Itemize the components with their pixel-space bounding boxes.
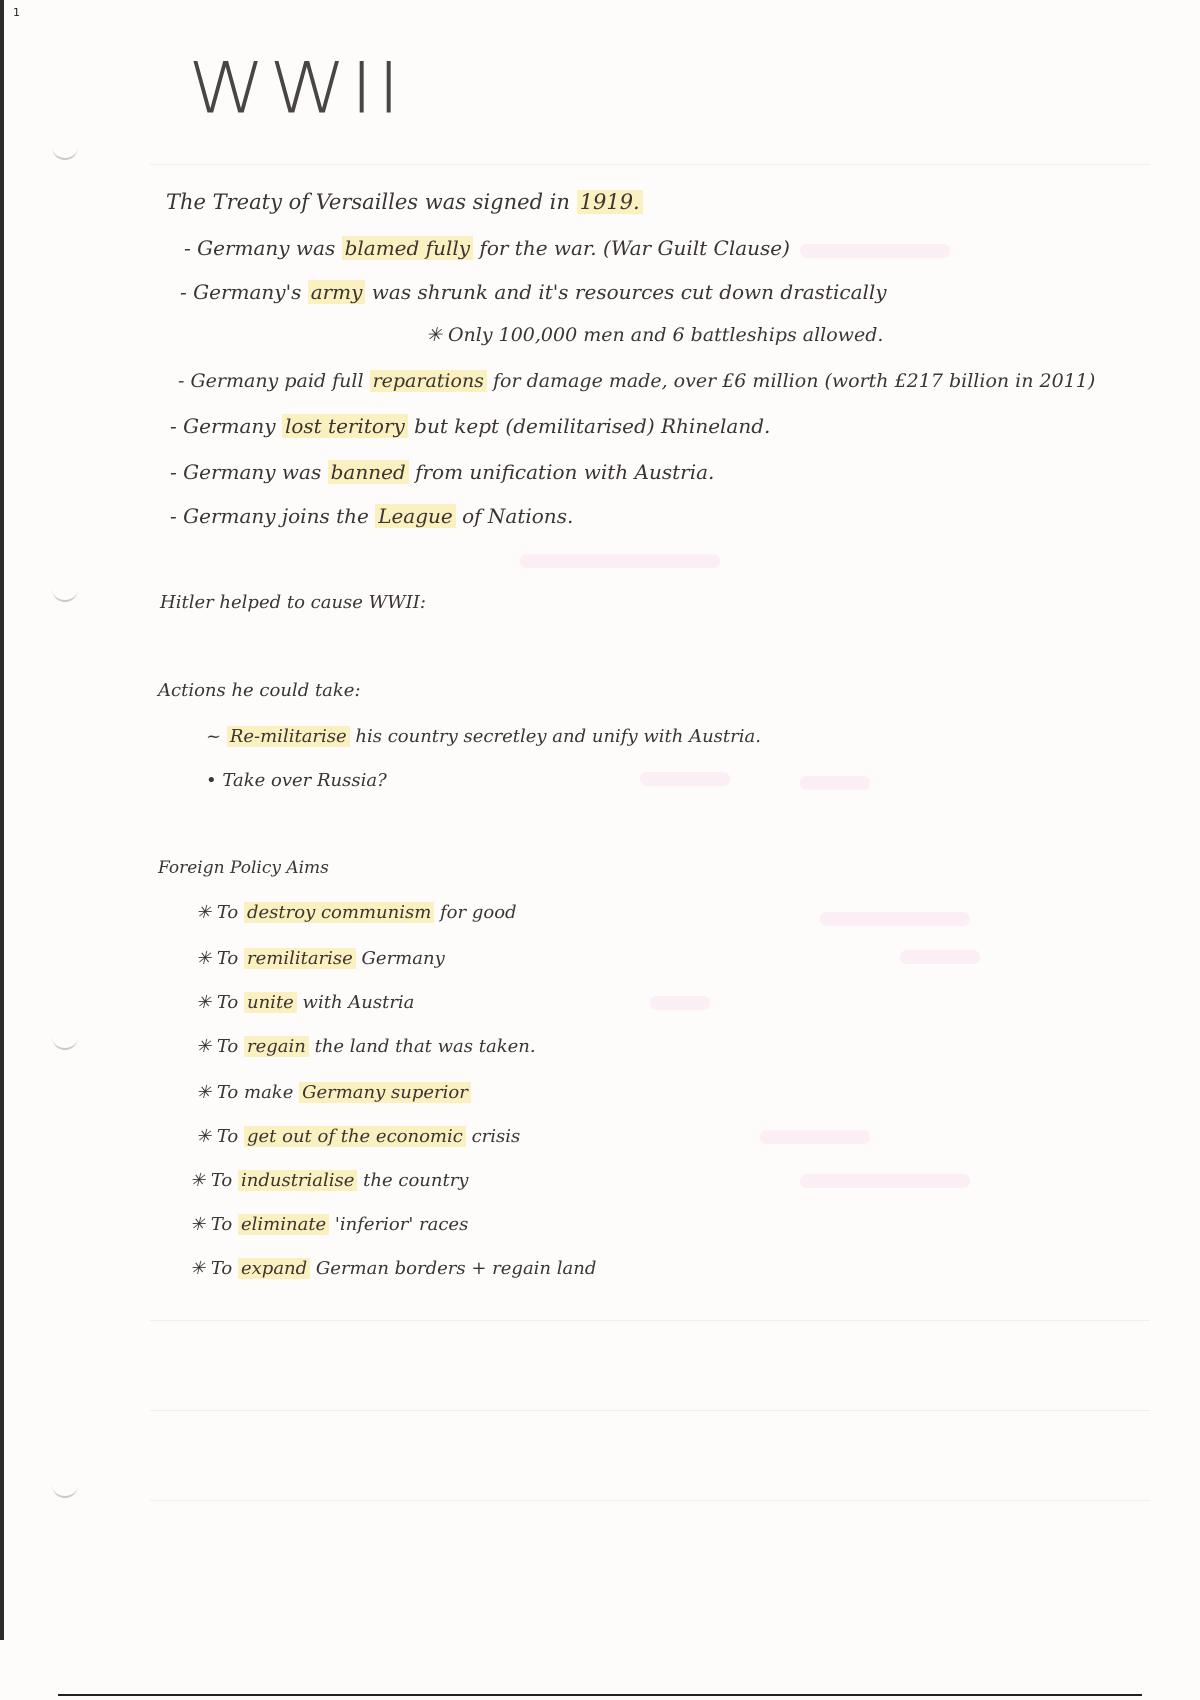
aim-item bbox=[190, 1258, 596, 1279]
point-highlight: lost teritory bbox=[282, 414, 408, 438]
bleed-through-mark bbox=[760, 1130, 870, 1144]
page-title: WWII bbox=[188, 48, 405, 130]
asterisk-bullet-icon: ✳ bbox=[196, 1036, 212, 1057]
action-highlight: Re-militarise bbox=[227, 726, 350, 747]
aim-highlight: eliminate bbox=[238, 1214, 329, 1235]
treaty-point bbox=[180, 280, 887, 304]
point-text: from unification with Austria. bbox=[408, 460, 715, 484]
point-text: of Nations. bbox=[455, 504, 574, 528]
aim-text: To bbox=[216, 948, 244, 969]
bullet-dash: - bbox=[170, 460, 177, 484]
ruled-line bbox=[150, 1320, 1150, 1321]
point-text: Germany paid full bbox=[190, 370, 370, 392]
actions-heading: Actions he could take: bbox=[158, 680, 361, 701]
bullet-dash: - bbox=[170, 414, 177, 438]
asterisk-bullet-icon: ✳ bbox=[190, 1258, 206, 1279]
bleed-through-mark bbox=[650, 996, 710, 1010]
asterisk-bullet-icon: ✳ bbox=[196, 902, 212, 923]
aim-text: To bbox=[210, 1214, 238, 1235]
aim-highlight: get out of the economic bbox=[244, 1126, 466, 1147]
aim-text: To bbox=[216, 992, 244, 1013]
page-number: 1 bbox=[13, 6, 20, 19]
point-highlight: League bbox=[375, 504, 456, 528]
aim-item bbox=[196, 992, 414, 1013]
ruled-line bbox=[150, 1410, 1150, 1411]
point-text: was shrunk and it's resources cut down drastically bbox=[365, 280, 887, 304]
treaty-year: 1919. bbox=[577, 190, 643, 214]
aim-text: with Austria bbox=[296, 992, 415, 1013]
aim-item bbox=[196, 1036, 536, 1057]
point-text: Germany's bbox=[193, 280, 308, 304]
aim-text: Germany bbox=[355, 948, 445, 969]
action-text: his country secretley and unify with Austria. bbox=[349, 726, 761, 747]
aim-item bbox=[196, 948, 445, 969]
binder-hole-mark bbox=[52, 582, 78, 602]
bullet-dash: - bbox=[184, 236, 191, 260]
aim-item bbox=[196, 1082, 471, 1103]
aim-item bbox=[196, 1126, 520, 1147]
asterisk-bullet-icon: ✳ bbox=[190, 1170, 206, 1191]
aim-text: To bbox=[216, 1126, 244, 1147]
asterisk-bullet-icon: ✳ bbox=[196, 948, 212, 969]
aim-text: German borders + regain land bbox=[310, 1258, 597, 1279]
treaty-subpoint bbox=[426, 324, 883, 346]
bleed-through-mark bbox=[900, 950, 980, 964]
treaty-point bbox=[170, 460, 714, 484]
point-highlight: army bbox=[308, 280, 366, 304]
aim-highlight: expand bbox=[238, 1258, 310, 1279]
point-text: Germany joins the bbox=[183, 504, 376, 528]
point-text: ✳ Only 100,000 men and 6 battleships allowed. bbox=[426, 324, 884, 346]
scan-bottom-edge bbox=[58, 1694, 1142, 1696]
point-text: but kept (demilitarised) Rhineland. bbox=[407, 414, 771, 438]
aims-heading: Foreign Policy Aims bbox=[158, 858, 329, 878]
action-text: Take over Russia? bbox=[222, 770, 387, 791]
asterisk-bullet-icon: ✳ bbox=[196, 1126, 212, 1147]
aim-text: To bbox=[216, 902, 244, 923]
point-highlight: blamed fully bbox=[342, 236, 473, 260]
action-item bbox=[206, 770, 387, 791]
aim-highlight: destroy communism bbox=[244, 902, 434, 923]
aim-text: To bbox=[210, 1170, 238, 1191]
bleed-through-mark bbox=[640, 772, 730, 786]
point-text: for damage made, over £6 million (worth £217 billion in 2011) bbox=[486, 370, 1096, 392]
treaty-heading-text: The Treaty of Versailles was signed in bbox=[166, 190, 577, 214]
aim-text: crisis bbox=[465, 1126, 521, 1147]
bleed-through-mark bbox=[520, 554, 720, 568]
aim-highlight: regain bbox=[244, 1036, 309, 1057]
treaty-point bbox=[184, 236, 790, 260]
asterisk-bullet-icon: ✳ bbox=[196, 992, 212, 1013]
aim-item bbox=[190, 1170, 468, 1191]
bleed-through-mark bbox=[800, 1174, 970, 1188]
bleed-through-mark bbox=[820, 912, 970, 926]
bleed-through-mark bbox=[800, 776, 870, 790]
aim-highlight: industrialise bbox=[238, 1170, 357, 1191]
ruled-line bbox=[150, 164, 1150, 165]
aim-highlight: Germany superior bbox=[299, 1082, 471, 1103]
point-text: for the war. (War Guilt Clause) bbox=[473, 236, 790, 260]
bleed-through-mark bbox=[800, 244, 950, 258]
aim-highlight: remilitarise bbox=[244, 948, 356, 969]
binder-hole-mark bbox=[52, 140, 78, 160]
binder-hole-mark bbox=[52, 1030, 78, 1050]
point-text: Germany was bbox=[197, 236, 342, 260]
point-text: Germany was bbox=[183, 460, 328, 484]
aim-text: To make bbox=[216, 1082, 300, 1103]
bullet-dot: • bbox=[206, 770, 217, 791]
aim-text: To bbox=[210, 1258, 238, 1279]
aim-highlight: unite bbox=[244, 992, 297, 1013]
ruled-line bbox=[150, 1500, 1150, 1501]
point-highlight: reparations bbox=[370, 370, 487, 392]
action-item bbox=[206, 726, 761, 747]
hitler-line: Hitler helped to cause WWII: bbox=[160, 592, 426, 613]
treaty-point bbox=[170, 414, 770, 438]
treaty-point bbox=[178, 370, 1095, 392]
aim-item bbox=[196, 902, 517, 923]
aim-text: the land that was taken. bbox=[308, 1036, 536, 1057]
aim-item bbox=[190, 1214, 468, 1235]
bullet-dash: - bbox=[178, 370, 185, 392]
treaty-heading bbox=[166, 190, 643, 214]
bullet-dash: - bbox=[170, 504, 177, 528]
bullet-tilde: ~ bbox=[206, 726, 222, 747]
aim-text: the country bbox=[357, 1170, 469, 1191]
aim-text: for good bbox=[434, 902, 517, 923]
asterisk-bullet-icon: ✳ bbox=[196, 1082, 212, 1103]
treaty-point bbox=[170, 504, 573, 528]
aim-text: To bbox=[216, 1036, 244, 1057]
point-highlight: banned bbox=[328, 460, 409, 484]
binder-hole-mark bbox=[52, 1478, 78, 1498]
asterisk-bullet-icon: ✳ bbox=[190, 1214, 206, 1235]
point-text: Germany bbox=[183, 414, 282, 438]
aim-text: 'inferior' races bbox=[329, 1214, 469, 1235]
bullet-dash: - bbox=[180, 280, 187, 304]
scan-edge bbox=[0, 0, 4, 1640]
